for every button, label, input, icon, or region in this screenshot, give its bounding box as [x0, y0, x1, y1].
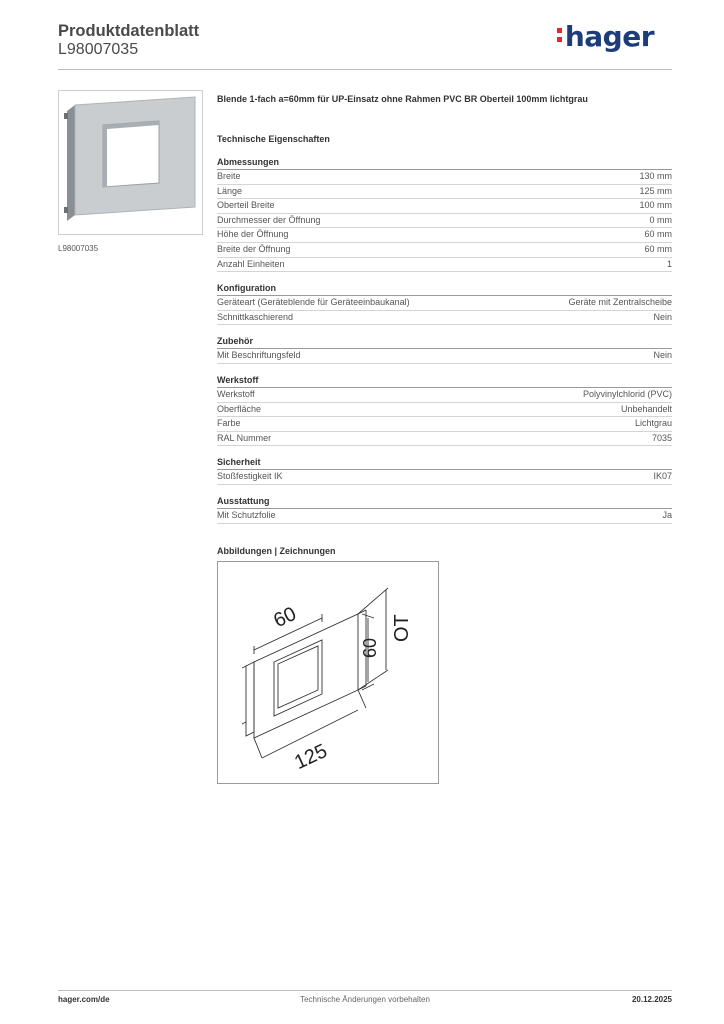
header-divider [58, 69, 672, 70]
dim-width-label: 60 [270, 602, 300, 633]
property-value: 1 [666, 258, 672, 269]
product-description: Blende 1-fach a=60mm für UP-Einsatz ohne Rahmen PVC BR Oberteil 100mm lichtgrau [217, 94, 588, 104]
footer-website[interactable]: hager.com/de [58, 995, 110, 1004]
document-title: Produktdatenblatt [58, 22, 200, 40]
property-value: 60 mm [644, 243, 672, 254]
property-value: Nein [653, 350, 672, 361]
property-row [217, 470, 672, 485]
property-section [217, 495, 672, 524]
hager-logo [557, 20, 654, 53]
property-section [217, 282, 672, 325]
property-section [217, 374, 672, 446]
property-value: Lichtgrau [634, 418, 672, 429]
property-section [217, 335, 672, 364]
property-label: Werkstoff [217, 388, 255, 399]
property-value: 125 mm [639, 185, 672, 196]
property-label: Mit Schutzfolie [217, 509, 276, 520]
property-row [217, 349, 672, 364]
property-label: Anzahl Einheiten [217, 258, 285, 269]
section-title: Konfiguration [217, 282, 672, 296]
property-row [217, 258, 672, 273]
property-row [217, 185, 672, 200]
property-label: Länge [217, 185, 243, 196]
figures-title: Abbildungen | Zeichnungen [217, 545, 336, 556]
page-header [58, 20, 672, 70]
property-row [217, 432, 672, 447]
dim-length-label: 125 [291, 739, 331, 775]
property-value: IK07 [653, 471, 672, 482]
property-value: 100 mm [639, 200, 672, 211]
technical-drawing [217, 561, 439, 784]
property-row [217, 243, 672, 258]
footer-disclaimer: Technische Änderungen vorbehalten [300, 995, 430, 1004]
property-value: 60 mm [644, 229, 672, 240]
property-row [217, 296, 672, 311]
property-row [217, 311, 672, 326]
product-content [217, 92, 672, 558]
property-value: 0 mm [649, 214, 672, 225]
property-label: Oberteil Breite [217, 200, 275, 211]
technical-properties-title: Technische Eigenschaften [217, 134, 330, 144]
article-number: L98007035 [58, 41, 139, 58]
dim-height-label: 60 [360, 637, 380, 658]
property-label: Stoßfestigkeit IK [217, 471, 283, 482]
cover-plate-icon [59, 91, 202, 234]
property-row [217, 228, 672, 243]
property-row [217, 170, 672, 185]
property-row [217, 403, 672, 418]
property-value: Unbehandelt [620, 403, 672, 414]
property-value: Geräte mit Zentralscheibe [568, 297, 672, 308]
logo-dots-icon [557, 28, 563, 44]
property-row [217, 388, 672, 403]
property-row [217, 509, 672, 524]
property-label: Farbe [217, 418, 241, 429]
property-value: Ja [662, 509, 672, 520]
property-section [217, 156, 672, 272]
section-title: Werkstoff [217, 374, 672, 388]
property-label: Mit Beschriftungsfeld [217, 350, 301, 361]
property-label: Breite der Öffnung [217, 243, 291, 254]
property-section [217, 456, 672, 485]
property-value: Polyvinylchlorid (PVC) [582, 388, 672, 399]
product-image [58, 90, 203, 235]
page-footer [58, 995, 672, 1009]
property-row [217, 417, 672, 432]
property-label: Durchmesser der Öffnung [217, 214, 321, 225]
property-label: Oberfläche [217, 403, 262, 414]
property-value: 130 mm [639, 171, 672, 181]
dimension-drawing-icon [218, 562, 438, 783]
property-row [217, 199, 672, 214]
image-caption: L98007035 [58, 244, 99, 253]
section-title: Sicherheit [217, 456, 672, 470]
property-label: Höhe der Öffnung [217, 229, 289, 240]
property-label: RAL Nummer [217, 432, 272, 443]
footer-divider [58, 990, 672, 991]
property-sections [217, 156, 672, 524]
property-label: Breite [217, 171, 241, 181]
dim-top-label: OT [391, 614, 413, 642]
section-title: Abmessungen [217, 156, 672, 170]
section-title: Ausstattung [217, 495, 672, 509]
property-value: Nein [653, 311, 672, 322]
section-title: Zubehör [217, 335, 672, 349]
property-label: Schnittkaschierend [217, 311, 294, 322]
logo-text: hager [564, 20, 654, 53]
property-row [217, 214, 672, 229]
property-value: 7035 [651, 432, 672, 443]
footer-date: 20.12.2025 [631, 995, 672, 1004]
property-label: Geräteart (Geräteblende für Geräteeinbaukanal) [217, 297, 410, 308]
